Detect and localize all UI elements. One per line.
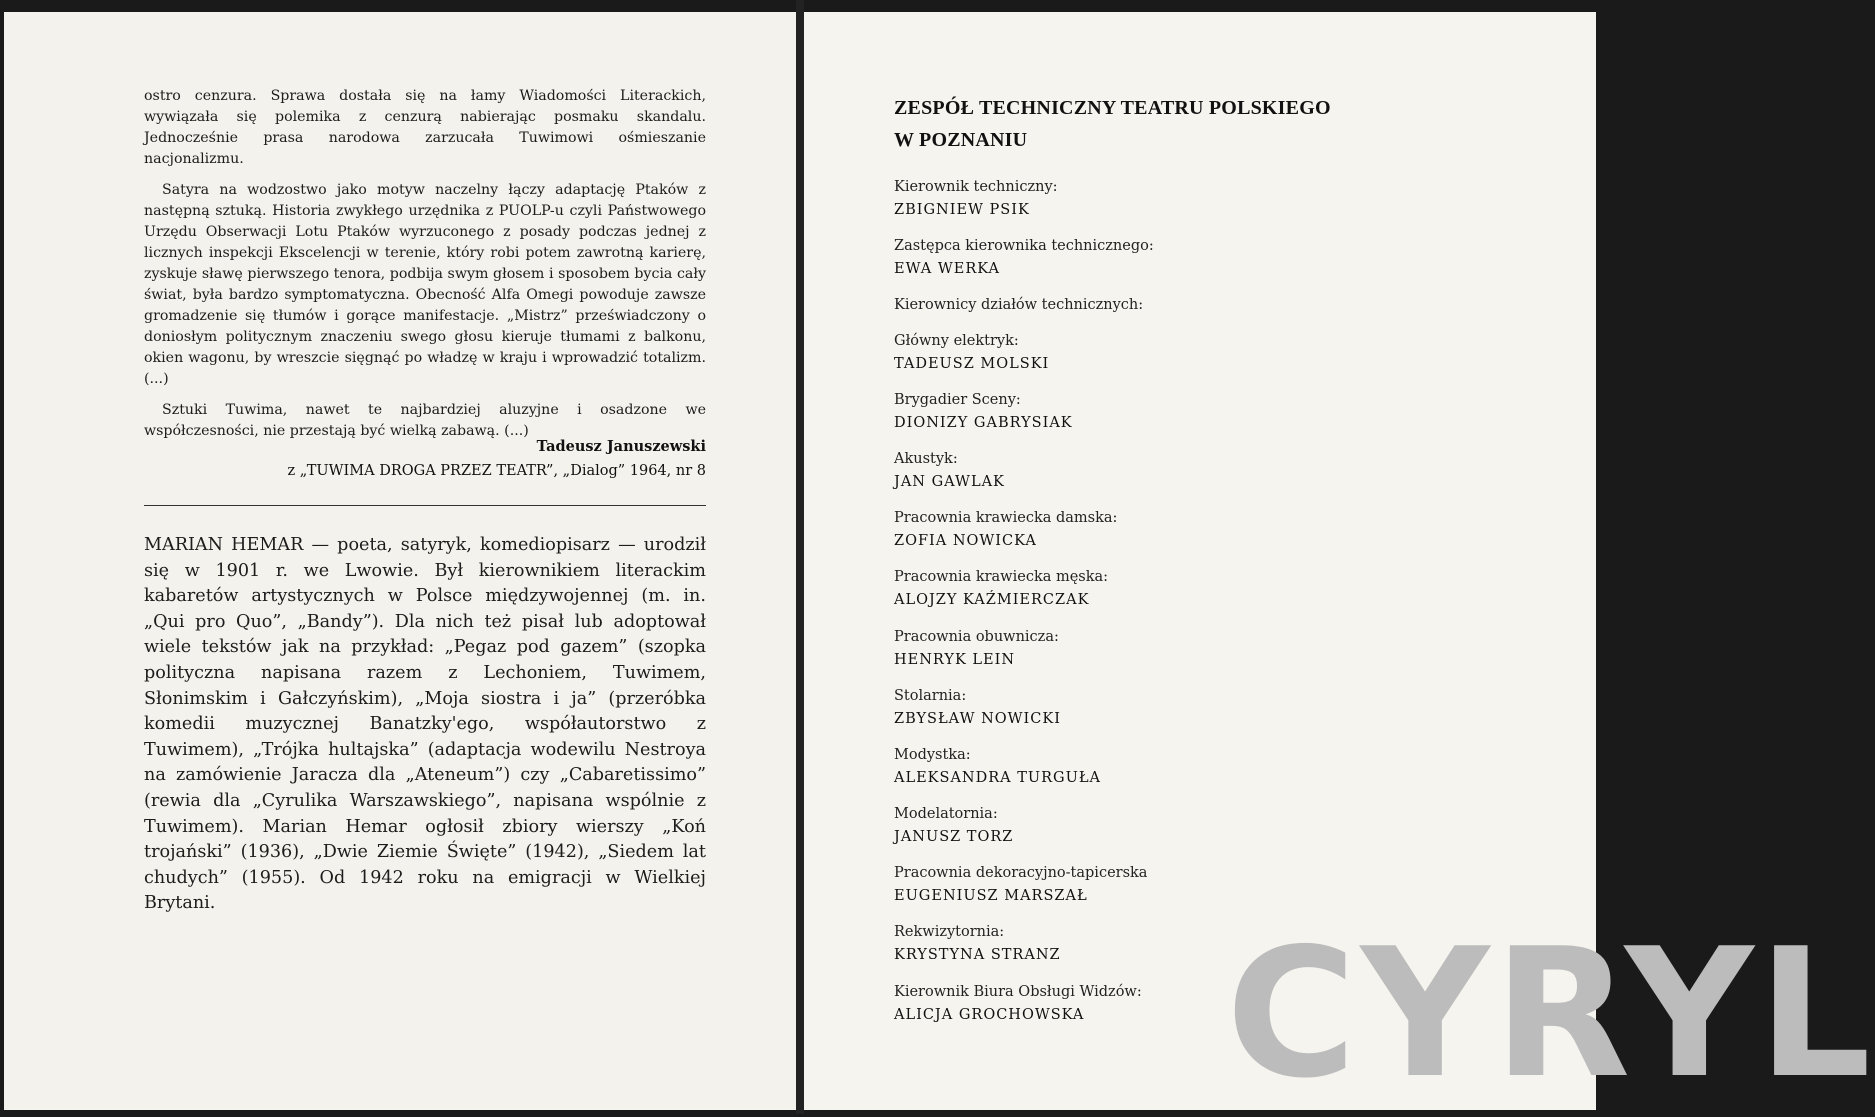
staff-role: Kierownicy działów technicznych: (894, 297, 1144, 314)
staff-name: ALICJA GROCHOWSKA (894, 1006, 1085, 1023)
staff-role: Kierownik techniczny: (894, 179, 1058, 195)
watermark-text: CYRYL (1226, 910, 1875, 1117)
signature-author: Tadeusz Januszewski (536, 438, 706, 455)
staff-role: Akustyk: (894, 450, 958, 467)
essay-paragraph-3: Sztuki Tuwima, nawet te najbardziej aluzyjne i osadzone we współczesności, nie przestają być wielką zabawą. (...) (144, 402, 706, 439)
staff-entry (894, 389, 1454, 435)
staff-entry (894, 330, 1454, 376)
staff-role: Modelatornia: (894, 806, 998, 823)
staff-entry (894, 862, 1454, 908)
staff-name: ZOFIA NOWICKA (894, 533, 1037, 550)
staff-role: Stolarnia: (894, 687, 967, 704)
staff-entry (894, 507, 1454, 553)
staff-role: Zastępca kierownika technicznego: (894, 238, 1154, 255)
staff-name: JAN GAWLAK (894, 473, 1005, 490)
title-line-1: ZESPÓŁ TECHNICZNY TEATRU POLSKIEGO (894, 97, 1331, 119)
staff-role: Brygadier Sceny: (894, 391, 1021, 408)
staff-entry (894, 744, 1454, 790)
cyryl-watermark-logo (1226, 910, 1875, 1117)
staff-name: KRYSTYNA STRANZ (894, 947, 1061, 964)
page-title (894, 92, 1534, 156)
staff-name: TADEUSZ MOLSKI (894, 355, 1050, 372)
staff-role: Pracownia dekoracyjno-tapicerska (894, 865, 1148, 882)
page-gutter (796, 0, 804, 1114)
staff-role: Pracownia krawiecka damska: (894, 510, 1118, 527)
staff-entry (894, 685, 1454, 731)
staff-name: ZBIGNIEW PSIK (894, 202, 1030, 218)
staff-entry (894, 448, 1454, 494)
staff-name: JANUSZ TORZ (894, 829, 1014, 846)
staff-name: ZBYSŁAW NOWICKI (894, 710, 1061, 727)
staff-name: DIONIZY GABRYSIAK (894, 414, 1073, 431)
staff-role: Pracownia krawiecka męska: (894, 569, 1109, 586)
staff-name: ALOJZY KAŹMIERCZAK (894, 592, 1090, 609)
staff-role: Modystka: (894, 746, 971, 763)
section-divider (144, 505, 706, 506)
staff-role: Rekwizytornia: (894, 924, 1005, 941)
title-line-2: W POZNANIU (894, 129, 1028, 151)
staff-name: EWA WERKA (894, 261, 1000, 278)
staff-entry (894, 176, 1454, 222)
staff-entry (894, 626, 1454, 672)
biography-text (144, 533, 706, 917)
biography-paragraph: MARIAN HEMAR — poeta, satyryk, komediopisarz — urodził się w 1901 r. we Lwowie. Był kierownikiem literackim kabaretów artystycznych w Polsce międzywojennej (m. in. „Qui pro Quo”, „Bandy”). Dla nich też pisał lub adoptował wiele tekstów jak na przykład: „Pegaz pod gazem” (szopka polityczna napisana razem z Lechoniem, Tuwimem, Słonimskim i Gałczyńskim), „Moja siostra i ja” (przeróbka komedii muzycznej Banatzky'ego, współautorstwo z Tuwimem), „Trójka hultajska” (adaptacja wodewilu Nestroya na zamówienie Jaracza dla „Ateneum”) czy „Cabaretissimo” (rewia dla „Cyrulika Warszawskiego”, napisana wspólnie z Tuwimem). Marian Hemar ogłosił zbiory wierszy „Koń trojański” (1936), „Dwie Ziemie Święte” (1942), „Siedem lat chudych” (1955). Od 1942 roku na emigracji w Wielkiej Brytani. (144, 535, 706, 914)
staff-name: EUGENIUSZ MARSZAŁ (894, 888, 1088, 905)
essay-paragraph-1: ostro cenzura. Sprawa dostała się na łamy Wiadomości Literackich, wywiązała się polemika z cenzurą nabierając posmaku skandalu. Jednocześnie prasa narodowa zarzucała Tuwimowi ośmieszanie nacjonalizmu. (144, 88, 706, 167)
essay-text (144, 86, 706, 452)
essay-paragraph-2: Satyra na wodzostwo jako motyw naczelny łączy adaptację Ptaków z następną sztuką. Historia zwykłego urzędnika z PUOLP-u czyli Państwowego Urzędu Obserwacji Lotu Ptaków wyrzuconego z posady podczas jednej z licznych inspekcji Ekscelencji w terenie, który robi potem zawrotną karierę, zyskuje sławę pierwszego tenora, podbija swym głosem i sposobem bycia cały świat, była bardzo symptomatyczna. Obecność Alfa Omegi powoduje zawsze gromadzenie się tłumów i gorące manifestacje. „Mistrz” przeświadczony o doniosłym politycznym znaczeniu swego głosu kieruje tłumami z balkonu, okien wagonu, by wreszcie sięgnąć po władzę w kraju i wprowadzić totalizm. (...) (144, 182, 706, 387)
staff-entry (894, 803, 1454, 849)
staff-name: ALEKSANDRA TURGUŁA (894, 769, 1102, 786)
staff-name: HENRYK LEIN (894, 651, 1016, 668)
staff-entry (894, 566, 1454, 612)
staff-role: Kierownik Biura Obsługi Widzów: (894, 983, 1142, 1000)
signature-source: z „TUWIMA DROGA PRZEZ TEATR”, „Dialog” 1964, nr 8 (287, 463, 706, 479)
staff-entry (894, 235, 1454, 281)
staff-role: Pracownia obuwnicza: (894, 628, 1059, 645)
staff-role: Główny elektryk: (894, 332, 1019, 349)
staff-entry (894, 294, 1454, 316)
